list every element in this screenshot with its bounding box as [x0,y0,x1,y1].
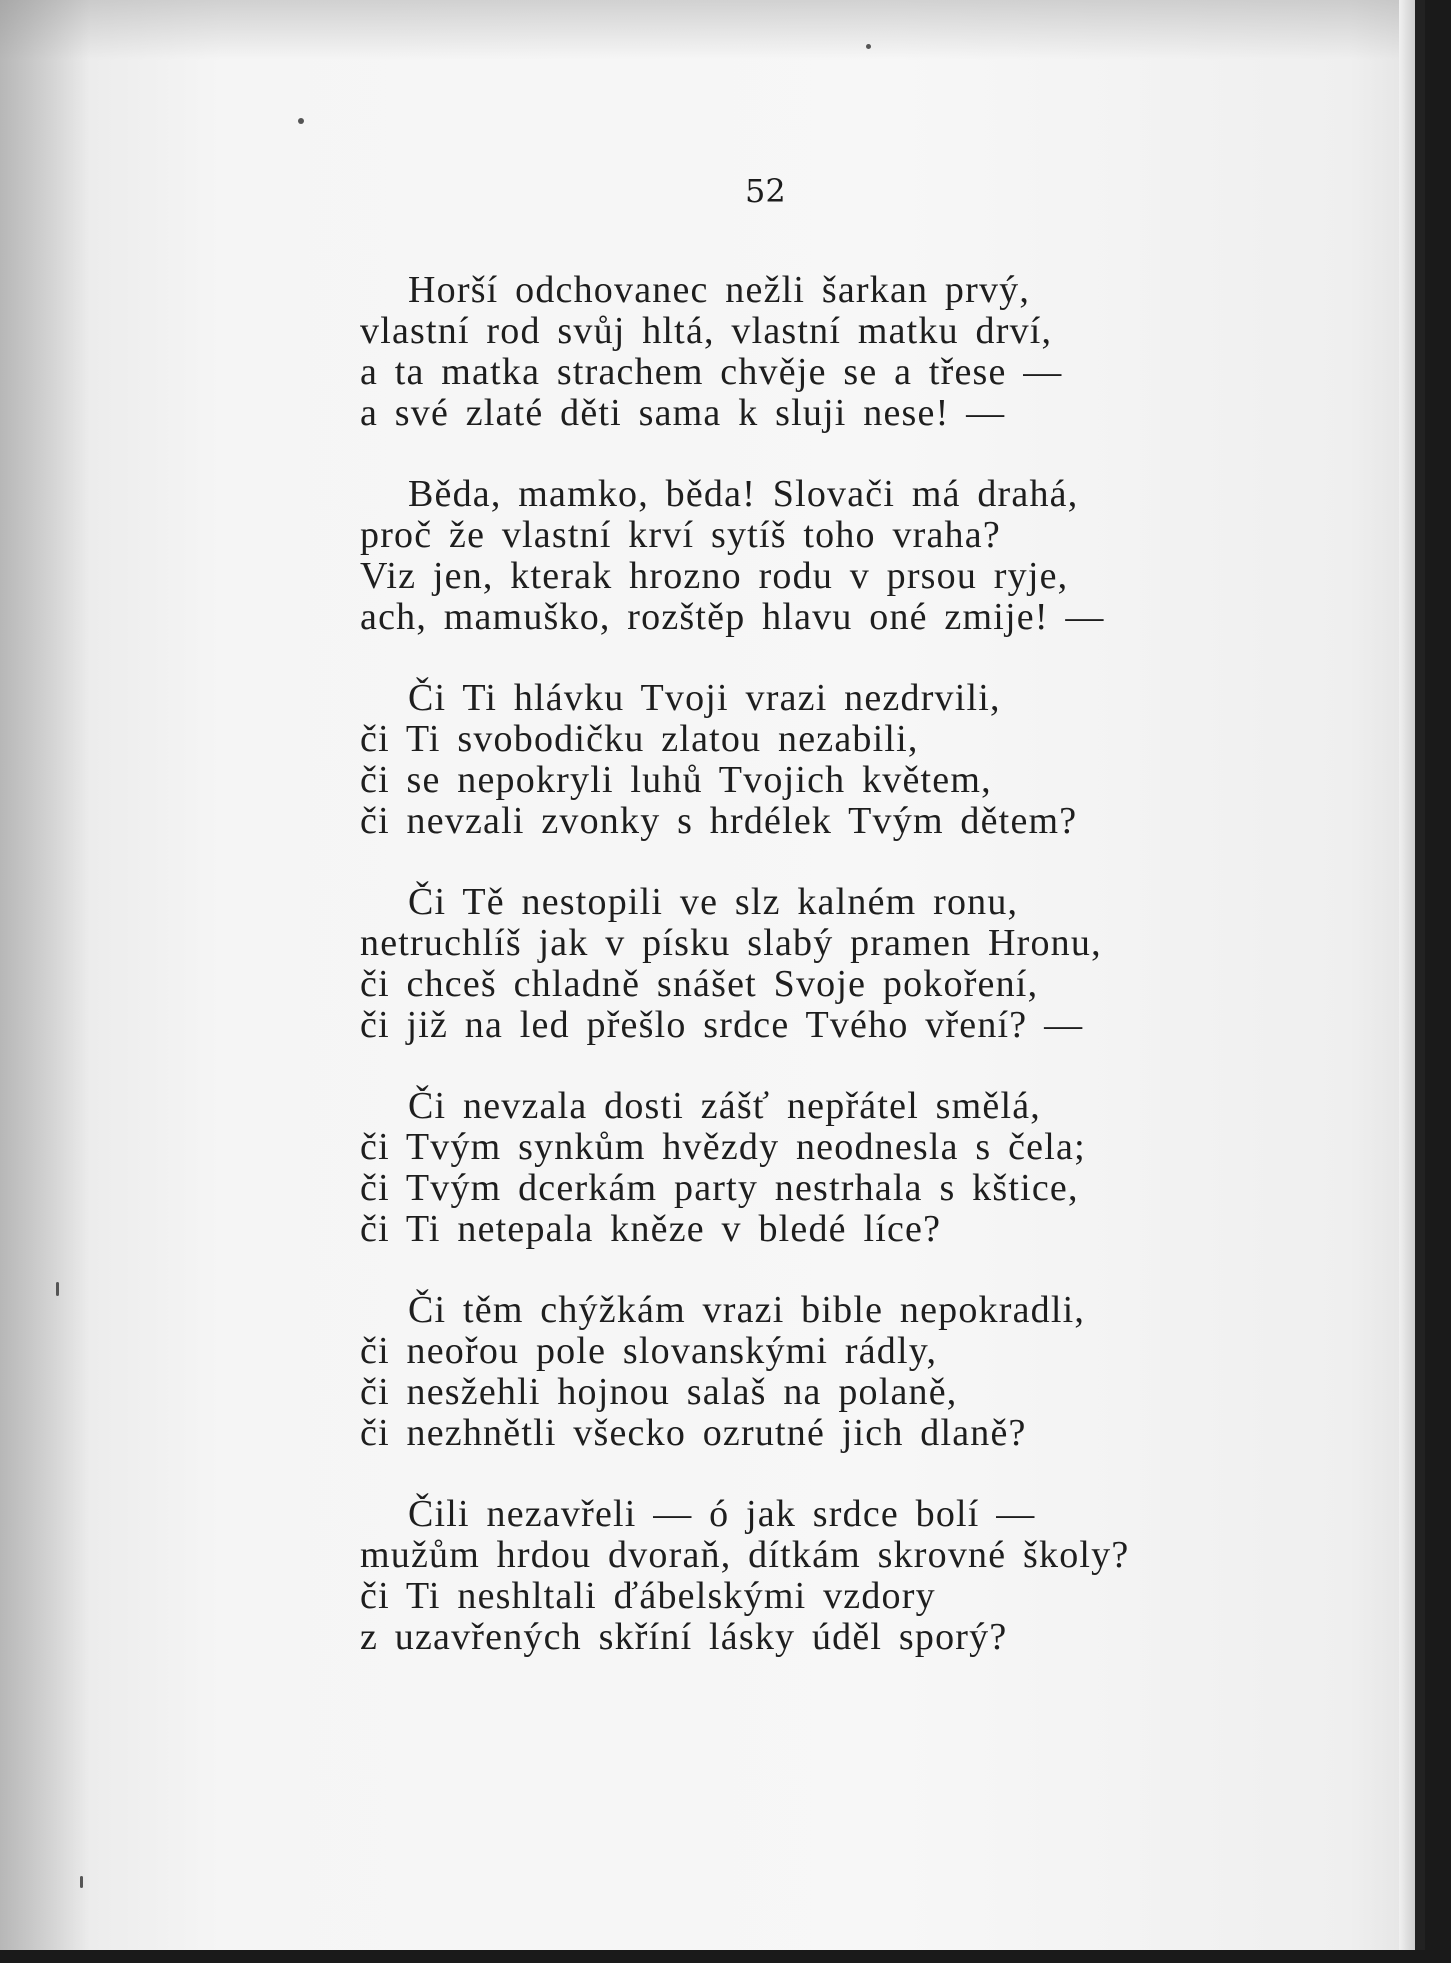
verse-line: či se nepokryli luhů Tvojich květem, [360,759,992,801]
verse-line: či chceš chladně snášet Svoje pokoření, [360,963,1039,1005]
stanza-6 [360,1290,1260,1454]
verse-line: Či Tě nestopili ve slz kalném ronu, [408,881,1019,923]
verse-line: netruchlíš jak v písku slabý pramen Hronu, [360,922,1102,964]
verse-line: proč že vlastní krví sytíš toho vraha? [360,514,1001,556]
stanza-5 [360,1086,1260,1250]
verse-line: či Ti neshltali ďábelskými vzdory [360,1575,936,1617]
verse-line: Či těm chýžkám vrazi bible nepokradli, [408,1289,1086,1331]
verse-line: či nezhnětli všecko ozrutné jich dlaně? [360,1412,1027,1454]
verse-line: a ta matka strachem chvěje se a třese — [360,351,1063,393]
verse-line: Horší odchovanec nežli šarkan prvý, [408,269,1031,311]
page-top-edge [0,0,1425,60]
stanza-1 [360,270,1260,434]
page-number: 52 [745,172,786,210]
poem [360,270,1260,1698]
verse-line: či Ti svobodičku zlatou nezabili, [360,718,919,760]
verse-line: a své zlaté děti sama k sluji nese! — [360,392,1006,434]
page-edge [1399,0,1415,1950]
paper-speck [80,1876,83,1888]
paper-speck [56,1282,59,1296]
verse-line: Viz jen, kterak hrozno rodu v prsou ryje, [360,555,1069,597]
verse-line: či Tvým dcerkám party nestrhala s kštice, [360,1167,1079,1209]
verse-line: či neořou pole slovanskými rádly, [360,1330,938,1372]
verse-line: či Ti netepala kněze v bledé líce? [360,1208,942,1250]
stanza-4 [360,882,1260,1046]
verse-line: či nevzali zvonky s hrdélek Tvým dětem? [360,800,1078,842]
verse-line: či nesžehli hojnou salaš na polaně, [360,1371,958,1413]
verse-line: vlastní rod svůj hltá, vlastní matku drví, [360,310,1053,352]
verse-line: Běda, mamko, běda! Slovači má drahá, [408,473,1079,515]
stanza-2 [360,474,1260,638]
verse-line: či již na led přešlo srdce Tvého vření? — [360,1004,1084,1046]
verse-line: Čili nezavřeli — ó jak srdce bolí — [408,1493,1036,1535]
verse-line: z uzavřených skříní lásky úděl sporý? [360,1616,1008,1658]
verse-line: či Tvým synkům hvězdy neodnesla s čela; [360,1126,1086,1168]
page-gutter-shadow [0,0,90,1950]
stanza-3 [360,678,1260,842]
paper-speck [866,44,871,49]
verse-line: Či Ti hlávku Tvoji vrazi nezdrvili, [408,677,1001,719]
verse-line: mužům hrdou dvoraň, dítkám skrovné školy? [360,1534,1130,1576]
verse-line: Či nevzala dosti zášť nepřátel smělá, [408,1085,1041,1127]
stanza-7 [360,1494,1260,1658]
binding-edge [1415,0,1425,1950]
paper-speck [298,118,304,124]
verse-line: ach, mamuško, rozštěp hlavu oné zmije! — [360,596,1105,638]
